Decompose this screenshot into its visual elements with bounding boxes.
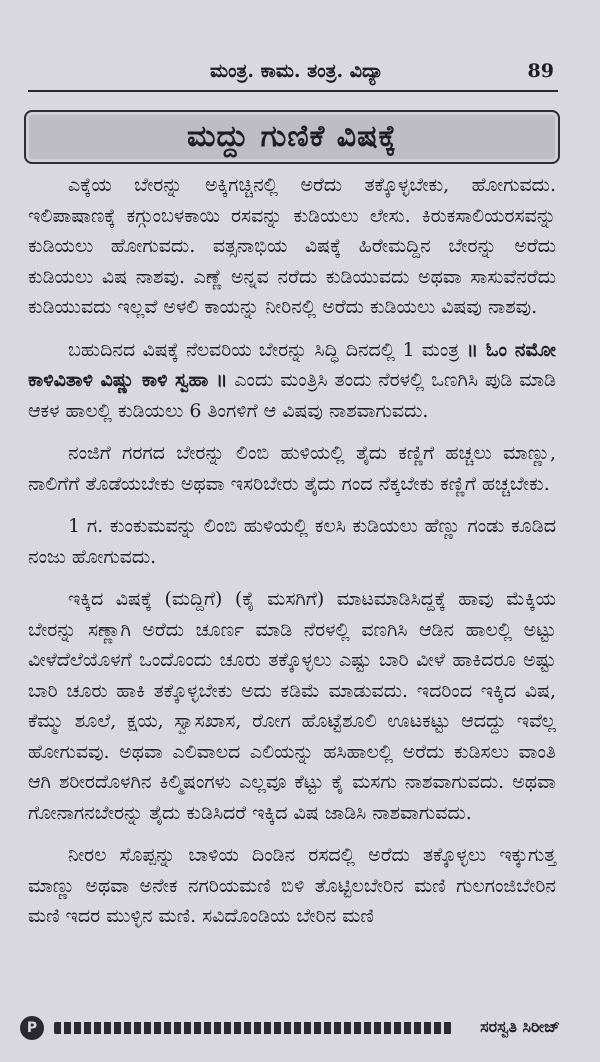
page-number: 89 (527, 60, 554, 82)
paragraph: 1 ಗ. ಕುಂಕುಮವನ್ನು ಲಿಂಬಿ ಹುಳಿಯಲ್ಲಿ ಕಲಸಿ ಕುಡಿಯಲು ಹೆಣ್ಣು ಗಂಡು ಕೂಡಿದ ನಂಜು ಹೋಗುವದು. (28, 515, 556, 568)
paragraph: ಇಕ್ಕಿದ ವಿಷಕ್ಕೆ (ಮದ್ದಿಗೆ) (ಕೈ ಮಸಗಿಗೆ) ಮಾಟಮಾಡಿಸಿದ್ದಕ್ಕೆ ಹಾವು ಮೆಕ್ಕಿಯ ಬೇರನ್ನು ಸಣ್ಣಾಗಿ ಅರೆದು ಚೂರ್ಣ ಮಾಡಿ ನೆರಳಲ್ಲಿ ವಣಗಿಸಿ ಆಡಿನ ಹಾಲಲ್ಲಿ ಅಟ್ಟು ವೀಳೆದೆಲೆಯೊಳಗೆ ಒಂದೊಂದು ಚೂರು ತಕ್ಕೊಳ್ಳಲು ಎಷ್ಟು ಬಾರಿ ವೀಳೆ ಹಾಕಿದರೂ ಅಷ್ಟು ಬಾರಿ ಚೂರು ಹಾಕಿ ತಕ್ಕೊಳ್ಳಬೇಕು ಅದು ಕಡಿಮೆ ಮಾಡುವದು. ಇದರಿಂದ ಇಕ್ಕಿದ ವಿಷ, ಕೆಮ್ಮು ಶೂಲೆ, ಕ್ಷಯ, ಸ್ವಾಸಖಾಸ, ರೋಗ ಹೊಟ್ಟೆಶೂಲಿ ಊಟಕಟ್ಟು ಆದದ್ದು ಇವೆಲ್ಲ ಹೋಗುವವು. ಅಥವಾ ಎಲಿವಾಲದ ಎಲಿಯನ್ನು ಹಸಿಹಾಲಲ್ಲಿ ಅರೆದು ಕುಡಿಸಲು ವಾಂತಿ ಆಗಿ ಶರೀರದೊಳಗಿನ ಕಿಲ್ಮಿಷಂಗಳು ಎಲ್ಲವೂ ಕೆಟ್ಟು ಕೈ ಮಸಗು ನಾಶವಾಗುವದು. ಅಥವಾ ಗೋನಾಗನಬೇರನ್ನು ತೈದು ಕುಡಿಸಿದರೆ ಇಕ್ಕಿದ ವಿಷ ಜಾಡಿಸಿ ನಾಶವಾಗುವದು. (28, 588, 556, 824)
paragraph-text: ಬಹುದಿನದ ವಿಷಕ್ಕೆ ನೆಲವರಿಯ ಬೇರನ್ನು ಸಿದ್ಧಿ ದಿನದಲ್ಲಿ 1 ಮಂತ್ರ (68, 338, 467, 361)
section-title: ಮದ್ದು ಗುಣಿಕೆ ವಿಷಕ್ಕೆ (186, 119, 398, 154)
paragraph: ನೀರಲ ಸೊಪ್ಪನ್ನು ಬಾಳಿಯ ದಿಂಡಿನ ರಸದಲ್ಲಿ ಅರೆದು ತಕ್ಕೊಳ್ಳಲು ಇಕ್ಕುಗುತ್ತ ಮಾಣ್ಣು ಅಥವಾ ಅನೇಕ ನಗರಿಯಮಣಿ ಬಿಳಿ ತೊಟ್ಟಿಲಬೇರಿನ ಮಣಿ ಗುಲಗಂಜಿಬೇರಿನ ಮಣಿ ಇದರ ಮುಳ್ಳಿನ ಮಣಿ. ಸವಿದೊಂಡಿಯ ಬೇರಿನ ಮಣಿ (28, 844, 556, 927)
paragraph-mantra (28, 335, 556, 427)
paragraph-text: ಎಂದು ಮಂತ್ರಿಸಿ ತಂದು ನೆರಳಲ್ಲಿ ಒಣಗಿಸಿ ಪುಡಿ ಮಾಡಿ ಆಕಳ ಹಾಲಲ್ಲಿ ಕುಡಿಯಲು 6 ತಿಂಗಳಿಗೆ ಆ ವಿಷವು ನಾಶವಾಗುವದು. (28, 369, 556, 422)
series-name: ಸರಸ್ವತಿ ಸಿರೀಜ್ (480, 1017, 560, 1036)
page-header (28, 56, 558, 92)
paragraph: ಎಕ್ಕೆಯ ಬೇರನ್ನು ಅಕ್ಕಿಗಚ್ಚಿನಲ್ಲಿ ಅರೆದು ತಕ್ಕೊಳ್ಳಬೇಕು, ಹೋಗುವದು. ಇಲಿಪಾಷಾಣಕ್ಕೆ ಕಗ್ಗುಂಬಳಕಾಯಿ ರಸವನ್ನು ಕುಡಿಯಲು ಲೇಸು. ಕಿರುಕಸಾಲಿಯರಸವನ್ನು ಕುಡಿಯಲು ಹೋಗುವದು. ವತ್ಸನಾಭಿಯ ವಿಷಕ್ಕೆ ಹಿರೇಮದ್ದಿನ ಬೇರನ್ನು ಅರೆದು ಕುಡಿಯಲು ವಿಷ ನಾಶವು. ಎಣ್ಣೆ ಅನ್ನವ ನರೆದು ಕುಡಿಯುವದು ಅಥವಾ ಸಾಸುವೆನರೆದು ಕುಡಿಯುವದು ಇಲ್ಲವೆ ಅಳಲಿ ಕಾಯನ್ನು ನೀರಿನಲ್ಲಿ ಅರೆದು ಕುಡಿಯಲು ವಿಷವು ನಾಶವು. (28, 174, 556, 318)
page-content (28, 170, 556, 944)
paragraph: ನಂಜಿಗೆ ಗರಗದ ಬೇರನ್ನು ಲಿಂಬಿ ಹುಳಿಯಲ್ಲಿ ತೈದು ಕಣ್ಣಿಗೆ ಹಚ್ಚಲು ಮಾಣ್ಣು, ನಾಲಿಗೆಗೆ ತೊಡೆಯಬೇಕು ಅಥವಾ ಇಸರಿಬೇರು ತೈದು ಗಂದ ನೆಕ್ಕಬೇಕು ಕಣ್ಣಿಗೆ ಹಚ್ಚಬೇಕು. (28, 442, 556, 495)
publisher-logo-icon: P (20, 1016, 44, 1040)
section-title-box (24, 110, 560, 164)
running-title: ಮಂತ್ರ. ಕಾಮ. ತಂತ್ರ. ವಿದ್ಯಾ (210, 60, 384, 82)
mantra-text: ॥ ಓಂ ನಮೋ ಕಾಳಿವಿತಾಳಿ ವಿಷ್ಣು ಕಾಳಿ ಸ್ವಹಾ ॥ (28, 338, 557, 391)
footer-ornament (54, 1022, 452, 1034)
page-footer (20, 1016, 560, 1042)
